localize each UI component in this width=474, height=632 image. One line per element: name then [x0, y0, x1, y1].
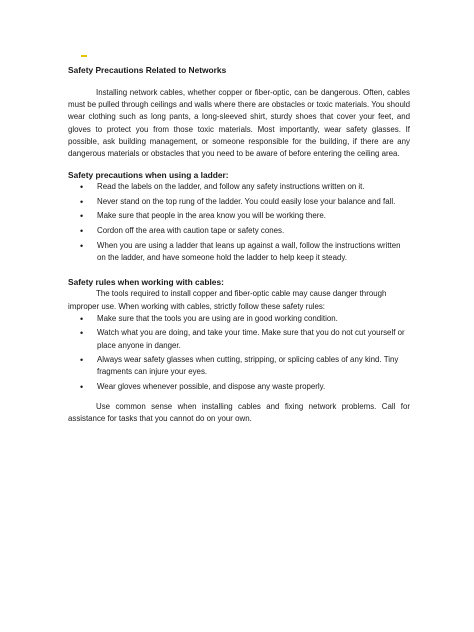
- bullet-icon: •: [80, 182, 84, 193]
- bullet-icon: •: [80, 196, 84, 207]
- document-title: Safety Precautions Related to Networks: [68, 65, 227, 75]
- bullet-icon: •: [80, 381, 84, 392]
- closing-paragraph: Use common sense when installing cables and fixing network problems. Call for assistance for tasks that you cannot do on your own.: [68, 402, 410, 424]
- bullet-icon: •: [80, 355, 84, 366]
- cables-list: [68, 313, 410, 393]
- list-item: • Always wear safety glasses when cutting, stripping, or splicing cables of any kind. Tiny fragments can injure your eyes.: [80, 355, 399, 377]
- list-item: • Make sure that the tools you are using are in good working condition.: [80, 313, 338, 324]
- list-item: • Never stand on the top rung of the ladder. You could easily lose your balance and fall.: [80, 196, 396, 207]
- list-item: • Cordon off the area with caution tape or safety cones.: [80, 226, 285, 236]
- document-body: [68, 64, 410, 426]
- ladder-list: [68, 181, 410, 264]
- bullet-icon: •: [80, 226, 84, 236]
- list-item: • Make sure that people in the area know you will be working there.: [80, 211, 326, 222]
- cables-heading: Safety rules when working with cables:: [68, 277, 224, 288]
- bullet-icon: •: [80, 328, 84, 339]
- cables-intro: The tools required to install copper and fiber-optic cable may cause danger through improper use. When working with cables, strictly follow these safety rules:: [68, 289, 387, 311]
- intro-paragraph: Installing network cables, whether copper or fiber-optic, can be dangerous. Often, cables must be pulled through ceilings and walls where there are obstacles or toxic materials. You should wear clothing such as long pants, a long-sleeved shirt, sturdy shoes that cover your feet, and gloves to protect you from those toxic materials. Most importantly, wear safety glasses. If possible, ask building management, or someone responsible for the building, if there are any dangerous materials or obstacles that you need to be aware of before entering the ceiling area.: [68, 88, 410, 159]
- bullet-icon: •: [80, 211, 84, 222]
- bullet-icon: •: [80, 313, 84, 324]
- list-item: • Watch what you are doing, and take your time. Make sure that you do not cut yourself or place anyone in danger.: [80, 328, 405, 350]
- list-item: • Wear gloves whenever possible, and dispose any waste properly.: [80, 381, 326, 392]
- ladder-heading: Safety precautions when using a ladder:: [68, 170, 229, 181]
- highlight-mark: [81, 55, 87, 57]
- bullet-icon: •: [80, 240, 84, 251]
- list-item: • Read the labels on the ladder, and follow any safety instructions written on it.: [80, 182, 365, 193]
- list-item: • When you are using a ladder that leans up against a wall, follow the instructions written on the ladder, and have someone hold the ladder to help keep it steady.: [80, 240, 401, 262]
